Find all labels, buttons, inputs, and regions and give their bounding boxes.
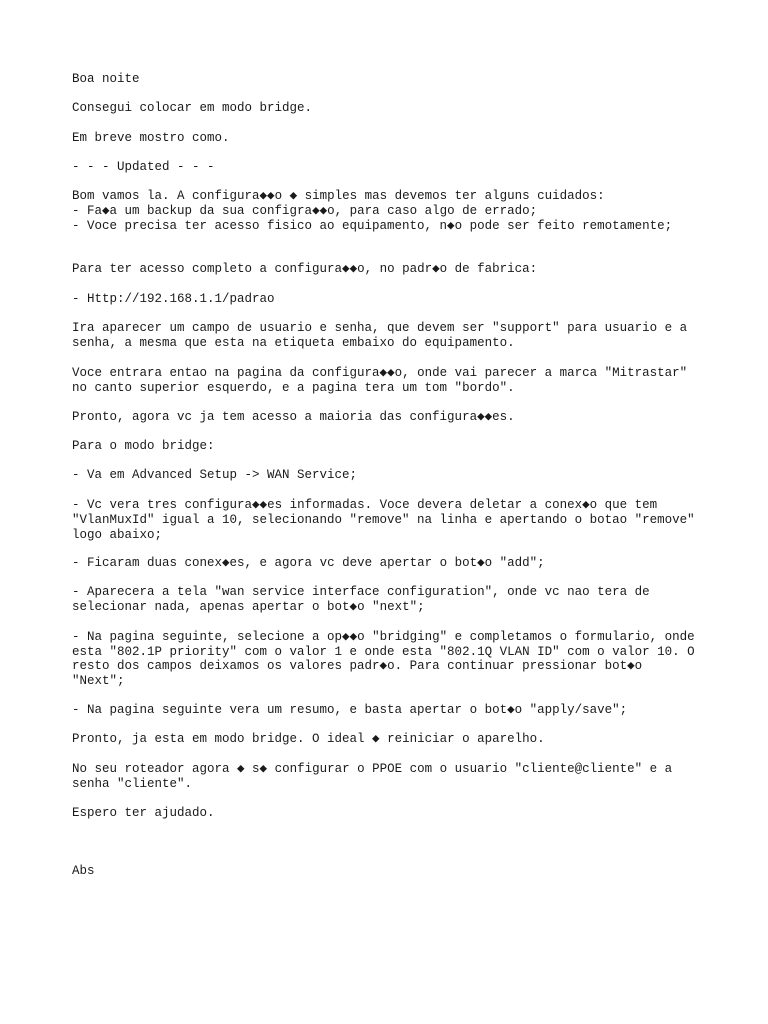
list-item: - Vc vera tres configura◆◆es informadas. Voce devera deletar a conex◆o que tem: [72, 498, 658, 512]
list-item: - Na pagina seguinte vera um resumo, e basta apertar o bot◆o "apply/save";: [72, 703, 628, 717]
text-line: Para ter acesso completo a configura◆◆o, no padr◆o de fabrica:: [72, 262, 538, 276]
closing-line: Espero ter ajudado.: [72, 806, 215, 820]
text-line: Pronto, ja esta em modo bridge. O ideal ◆ reiniciar o aparelho.: [72, 732, 545, 746]
list-item: - Voce precisa ter acesso fisico ao equipamento, n◆o pode ser feito remotamente;: [72, 219, 673, 233]
text-line: Voce entrara entao na pagina da configura◆◆o, onde vai parecer a marca "Mitrastar": [72, 366, 688, 380]
list-item: - Va em Advanced Setup -> WAN Service;: [72, 468, 358, 482]
text-line: Consegui colocar em modo bridge.: [72, 101, 313, 115]
list-item: - Na pagina seguinte, selecione a op◆◆o "bridging" e completamos o formulario, onde: [72, 630, 695, 644]
text-line: esta "802.1P priority" com o valor 1 e onde esta "802.1Q VLAN ID" com o valor 10. O: [72, 645, 695, 659]
text-line: Ira aparecer um campo de usuario e senha, que devem ser "support" para usuario e a: [72, 321, 688, 335]
text-line: Pronto, agora vc ja tem acesso a maioria das configura◆◆es.: [72, 410, 515, 424]
text-line: Bom vamos la. A configura◆◆o ◆ simples mas devemos ter alguns cuidados:: [72, 189, 605, 203]
text-line: "VlanMuxId" igual a 10, selecionando "remove" na linha e apertando o botao "remove": [72, 513, 695, 527]
text-line: Para o modo bridge:: [72, 439, 215, 453]
text-line: No seu roteador agora ◆ s◆ configurar o PPOE com o usuario "cliente@cliente" e a: [72, 762, 673, 776]
text-line: Em breve mostro como.: [72, 131, 230, 145]
text-line: logo abaixo;: [72, 528, 163, 542]
signature-line: Abs: [72, 864, 95, 878]
text-line: senha, a mesma que esta na etiqueta embaixo do equipamento.: [72, 336, 515, 350]
text-line: selecionar nada, apenas apertar o bot◆o "next";: [72, 600, 425, 614]
list-item: - Ficaram duas conex◆es, e agora vc deve apertar o bot◆o "add";: [72, 556, 545, 570]
text-line: senha "cliente".: [72, 777, 193, 791]
text-line: no canto superior esquerdo, e a pagina tera um tom "bordo".: [72, 381, 515, 395]
url-line: - Http://192.168.1.1/padrao: [72, 292, 275, 306]
greeting-line: Boa noite: [72, 72, 140, 86]
list-item: - Fa◆a um backup da sua configra◆◆o, para caso algo de errado;: [72, 204, 538, 218]
updated-separator: - - - Updated - - -: [72, 160, 215, 174]
list-item: - Aparecera a tela "wan service interface configuration", onde vc nao tera de: [72, 585, 650, 599]
text-line: resto dos campos deixamos os valores padr◆o. Para continuar pressionar bot◆o: [72, 659, 643, 673]
text-line: "Next";: [72, 674, 125, 688]
